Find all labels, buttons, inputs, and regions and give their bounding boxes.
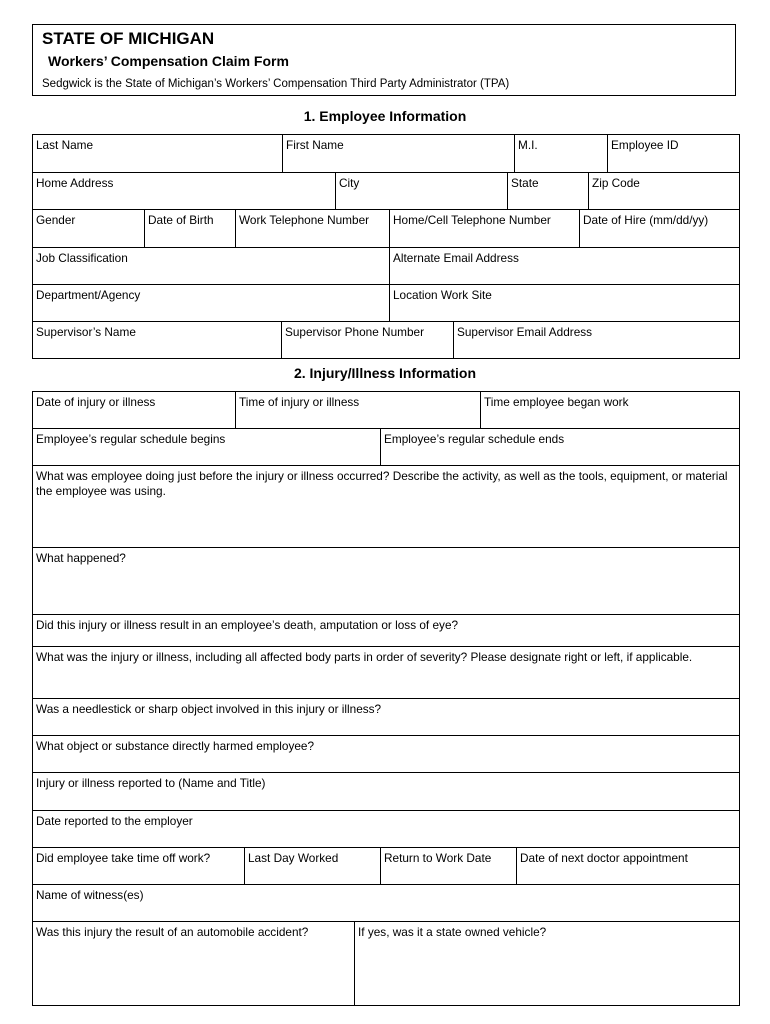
date-of-hire-field[interactable]: Date of Hire (mm/dd/yy) [580,210,740,248]
object-substance-field[interactable]: What object or substance directly harmed employee? [33,736,740,773]
state-field[interactable]: State [508,173,589,210]
automobile-accident-field[interactable]: Was this injury the result of an automobile accident? [33,922,355,1006]
city-field[interactable]: City [336,173,508,210]
reported-to-field[interactable]: Injury or illness reported to (Name and Title) [33,773,740,811]
first-name-field[interactable]: First Name [283,135,515,173]
schedule-begins-field[interactable]: Employee’s regular schedule begins [33,429,381,466]
supervisor-phone-field[interactable]: Supervisor Phone Number [282,322,454,359]
last-day-worked-field[interactable]: Last Day Worked [245,848,381,885]
home-address-field[interactable]: Home Address [33,173,336,210]
date-of-birth-field[interactable]: Date of Birth [145,210,236,248]
supervisor-email-field[interactable]: Supervisor Email Address [454,322,740,359]
injury-information-table [32,391,740,1006]
date-reported-field[interactable]: Date reported to the employer [33,811,740,848]
last-name-field[interactable]: Last Name [33,135,283,173]
section-1-title: 1. Employee Information [303,108,467,124]
zip-code-field[interactable]: Zip Code [589,173,740,210]
state-title: STATE OF MICHIGAN [42,29,215,48]
time-began-work-field[interactable]: Time employee began work [481,392,740,429]
witness-field[interactable]: Name of witness(es) [33,885,740,922]
administrator-note: Sedgwick is the State of Michigan’s Workers’ Compensation Third Party Administrator (TPA) [42,78,510,90]
form-title: Workers’ Compensation Claim Form [48,53,289,69]
gender-field[interactable]: Gender [33,210,145,248]
schedule-ends-field[interactable]: Employee’s regular schedule ends [381,429,740,466]
form-header [32,24,736,96]
work-telephone-field[interactable]: Work Telephone Number [236,210,390,248]
date-of-injury-field[interactable]: Date of injury or illness [33,392,236,429]
supervisor-name-field[interactable]: Supervisor’s Name [33,322,282,359]
time-of-injury-field[interactable]: Time of injury or illness [236,392,481,429]
middle-initial-field[interactable]: M.I. [515,135,608,173]
employee-id-field[interactable]: Employee ID [608,135,740,173]
location-work-site-field[interactable]: Location Work Site [390,285,740,322]
state-vehicle-field[interactable]: If yes, was it a state owned vehicle? [355,922,740,1006]
return-to-work-field[interactable]: Return to Work Date [381,848,517,885]
death-amputation-field[interactable]: Did this injury or illness result in an employee’s death, amputation or loss of eye? [33,615,740,647]
job-classification-field[interactable]: Job Classification [33,248,390,285]
next-doctor-appointment-field[interactable]: Date of next doctor appointment [517,848,740,885]
injury-body-parts-field[interactable]: What was the injury or illness, including all affected body parts in order of severity? Please designate right or left, if applicable. [33,647,740,699]
activity-before-injury-field[interactable]: What was employee doing just before the injury or illness occurred? Describe the activity, as well as the tools, equipment, or material the employee was using. [33,466,740,548]
department-agency-field[interactable]: Department/Agency [33,285,390,322]
alternate-email-field[interactable]: Alternate Email Address [390,248,740,285]
needlestick-field[interactable]: Was a needlestick or sharp object involved in this injury or illness? [33,699,740,736]
what-happened-field[interactable]: What happened? [33,548,740,615]
employee-information-table [32,134,740,359]
section-2-title: 2. Injury/Illness Information [293,365,477,381]
time-off-work-field[interactable]: Did employee take time off work? [33,848,245,885]
home-telephone-field[interactable]: Home/Cell Telephone Number [390,210,580,248]
